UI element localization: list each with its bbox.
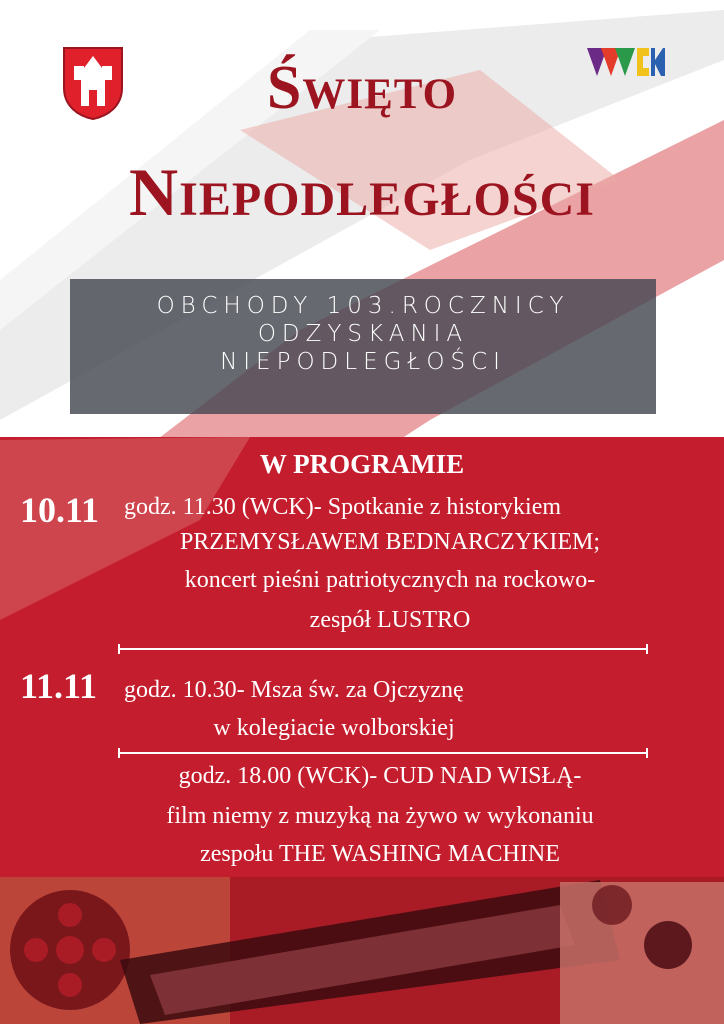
event-line: film niemy z muzyką na żywo w wykonaniu bbox=[166, 803, 594, 829]
event-line: godz. 18.00 (WCK)- CUD NAD WISŁĄ- bbox=[178, 763, 582, 789]
subtitle-line3: NIEPODLEGŁOŚCI bbox=[220, 349, 506, 375]
event-line: godz. 10.30- Msza św. za Ojczyznę bbox=[124, 677, 464, 703]
event-date: 11.11 bbox=[20, 666, 98, 706]
film-photo-figure bbox=[644, 921, 692, 969]
film-photo bbox=[560, 882, 724, 1024]
subtitle-line1: OBCHODY 103.ROCZNICY bbox=[156, 293, 570, 319]
film-photo-figure bbox=[592, 885, 632, 925]
separator bbox=[118, 648, 648, 650]
event-line: godz. 11.30 (WCK)- Spotkanie z historykiem bbox=[124, 494, 562, 520]
event-line: PRZEMYSŁAWEM BEDNARCZYKIEM; bbox=[179, 529, 601, 555]
separator bbox=[118, 752, 648, 754]
event-date: 10.11 bbox=[20, 490, 100, 530]
subtitle bbox=[70, 292, 656, 376]
page-title-line2: Niepodległości bbox=[129, 154, 595, 230]
event-line: w kolegiacie wolborskiej bbox=[213, 715, 455, 741]
event-line: zespołu THE WASHING MACHINE bbox=[200, 841, 560, 867]
event-line: zespół LUSTRO bbox=[309, 607, 471, 633]
film-reel-icon bbox=[10, 890, 130, 1010]
event-line: koncert pieśni patriotycznych na rockowo- bbox=[184, 567, 596, 593]
program-heading: W PROGRAMIE bbox=[259, 449, 465, 479]
subtitle-line2: ODZYSKANIA bbox=[257, 321, 469, 347]
page-title-line1: Święto bbox=[266, 54, 458, 122]
